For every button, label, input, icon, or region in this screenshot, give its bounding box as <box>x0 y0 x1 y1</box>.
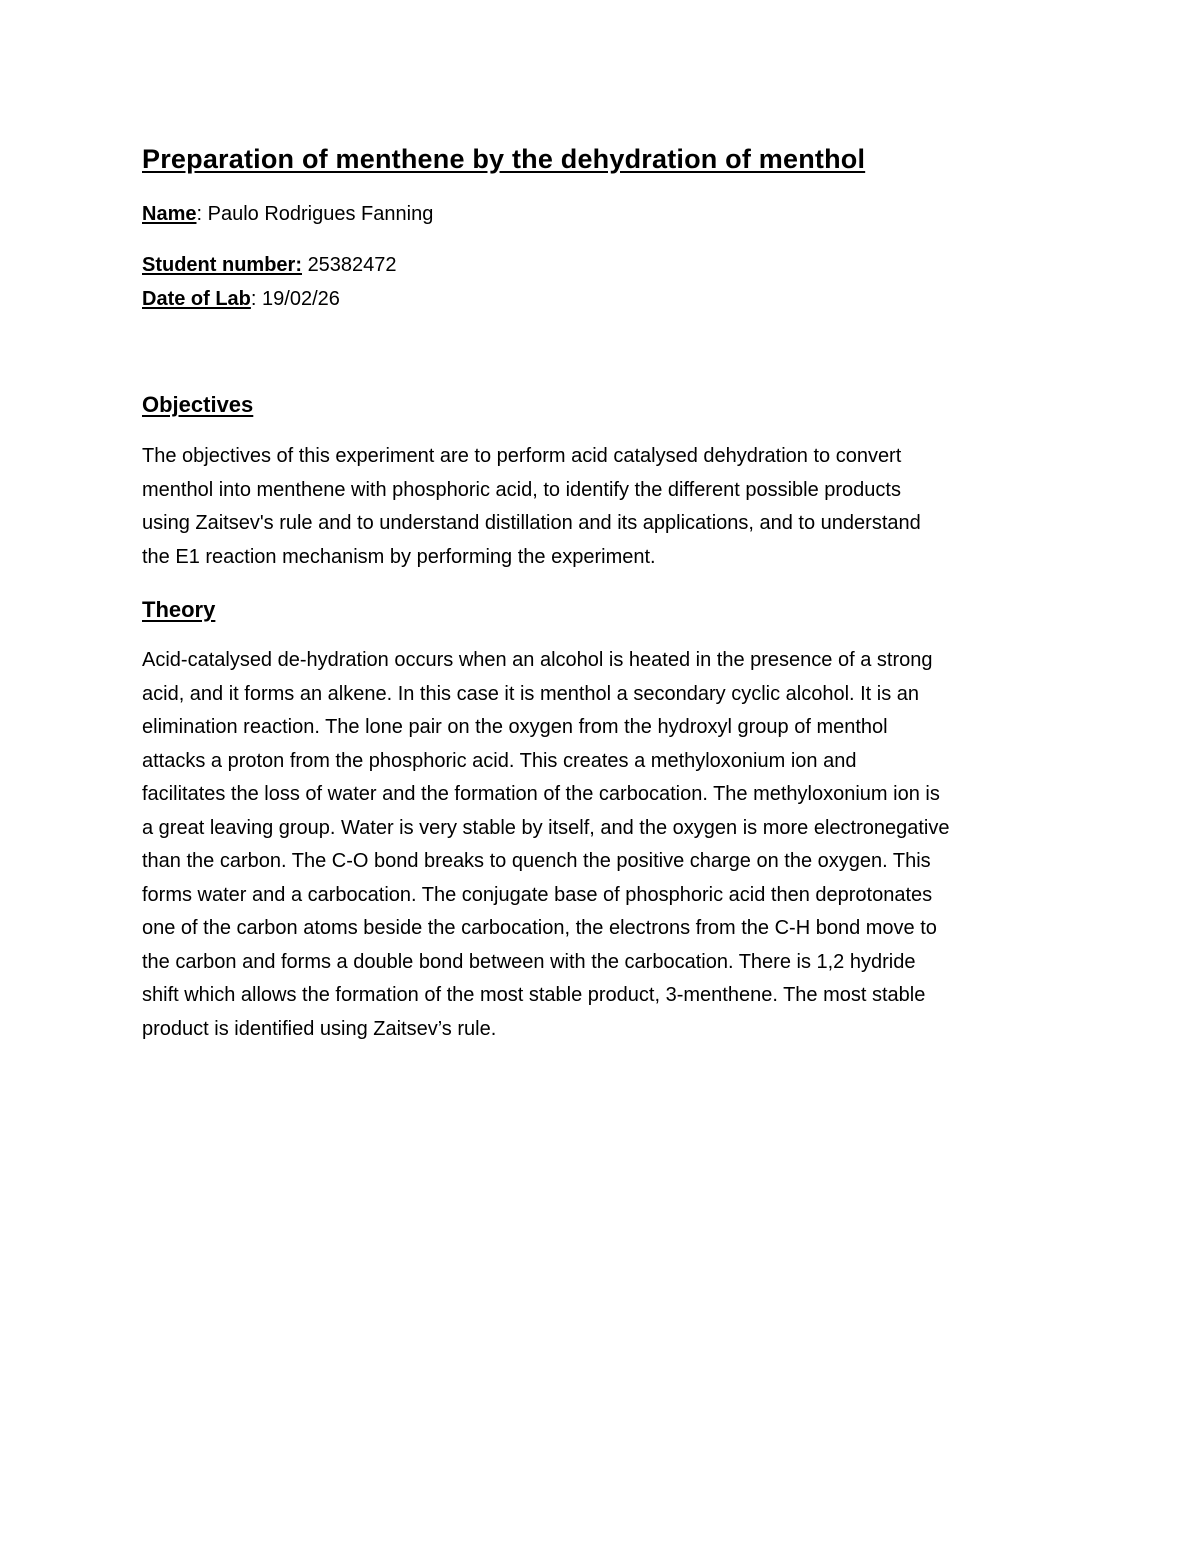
theory-line: attacks a proton from the phosphoric acid. This creates a methyloxonium ion and <box>142 749 857 772</box>
name-label: Name <box>142 203 197 225</box>
objectives-heading: Objectives <box>142 392 254 417</box>
objectives-line: menthol into menthene with phosphoric acid, to identify the different possible products <box>142 478 901 501</box>
lab-date-label: Date of Lab <box>142 288 251 310</box>
theory-line: forms water and a carbocation. The conjugate base of phosphoric acid then deprotonates <box>142 883 933 906</box>
theory-line: product is identified using Zaitsev’s rule. <box>142 1017 497 1040</box>
theory-line: the carbon and forms a double bond between with the carbocation. There is 1,2 hydride <box>142 950 916 973</box>
theory-line: Acid-catalysed de-hydration occurs when an alcohol is heated in the presence of a strong <box>142 649 933 671</box>
theory-line: than the carbon. The C-O bond breaks to quench the positive charge on the oxygen. This <box>142 850 931 872</box>
theory-line: one of the carbon atoms beside the carbocation, the electrons from the C-H bond move to <box>142 917 937 939</box>
document-title: Preparation of menthene by the dehydration of menthol <box>142 144 866 174</box>
lab-date-separator: : <box>250 288 263 310</box>
objectives-line: the E1 reaction mechanism by performing the experiment. <box>142 545 656 568</box>
theory-line: a great leaving group. Water is very stable by itself, and the oxygen is more electronegative <box>142 816 950 839</box>
theory-heading: Theory <box>142 597 216 622</box>
theory-line: shift which allows the formation of the most stable product, 3-menthene. The most stable <box>142 984 926 1006</box>
name-line <box>142 203 433 226</box>
name-separator: : <box>196 203 208 225</box>
lab-date-value: 19/02/26 <box>262 288 340 310</box>
theory-line: facilitates the loss of water and the formation of the carbocation. The methyloxonium ion is <box>142 783 940 805</box>
theory-paragraph <box>142 644 1082 1046</box>
objectives-paragraph <box>142 440 1082 574</box>
theory-line: elimination reaction. The lone pair on the oxygen from the hydroxyl group of menthol <box>142 716 888 738</box>
student-number-line <box>142 254 397 277</box>
theory-line: acid, and it forms an alkene. In this case it is menthol a secondary cyclic alcohol. It is an <box>142 682 920 705</box>
name-value: Paulo Rodrigues Fanning <box>207 203 434 225</box>
student-number-label: Student number: <box>142 254 302 276</box>
objectives-line: The objectives of this experiment are to perform acid catalysed dehydration to convert <box>142 445 902 467</box>
objectives-line: using Zaitsev's rule and to understand distillation and its applications, and to understand <box>142 512 921 534</box>
student-number-value: 25382472 <box>307 254 397 276</box>
lab-date-line <box>142 288 340 311</box>
